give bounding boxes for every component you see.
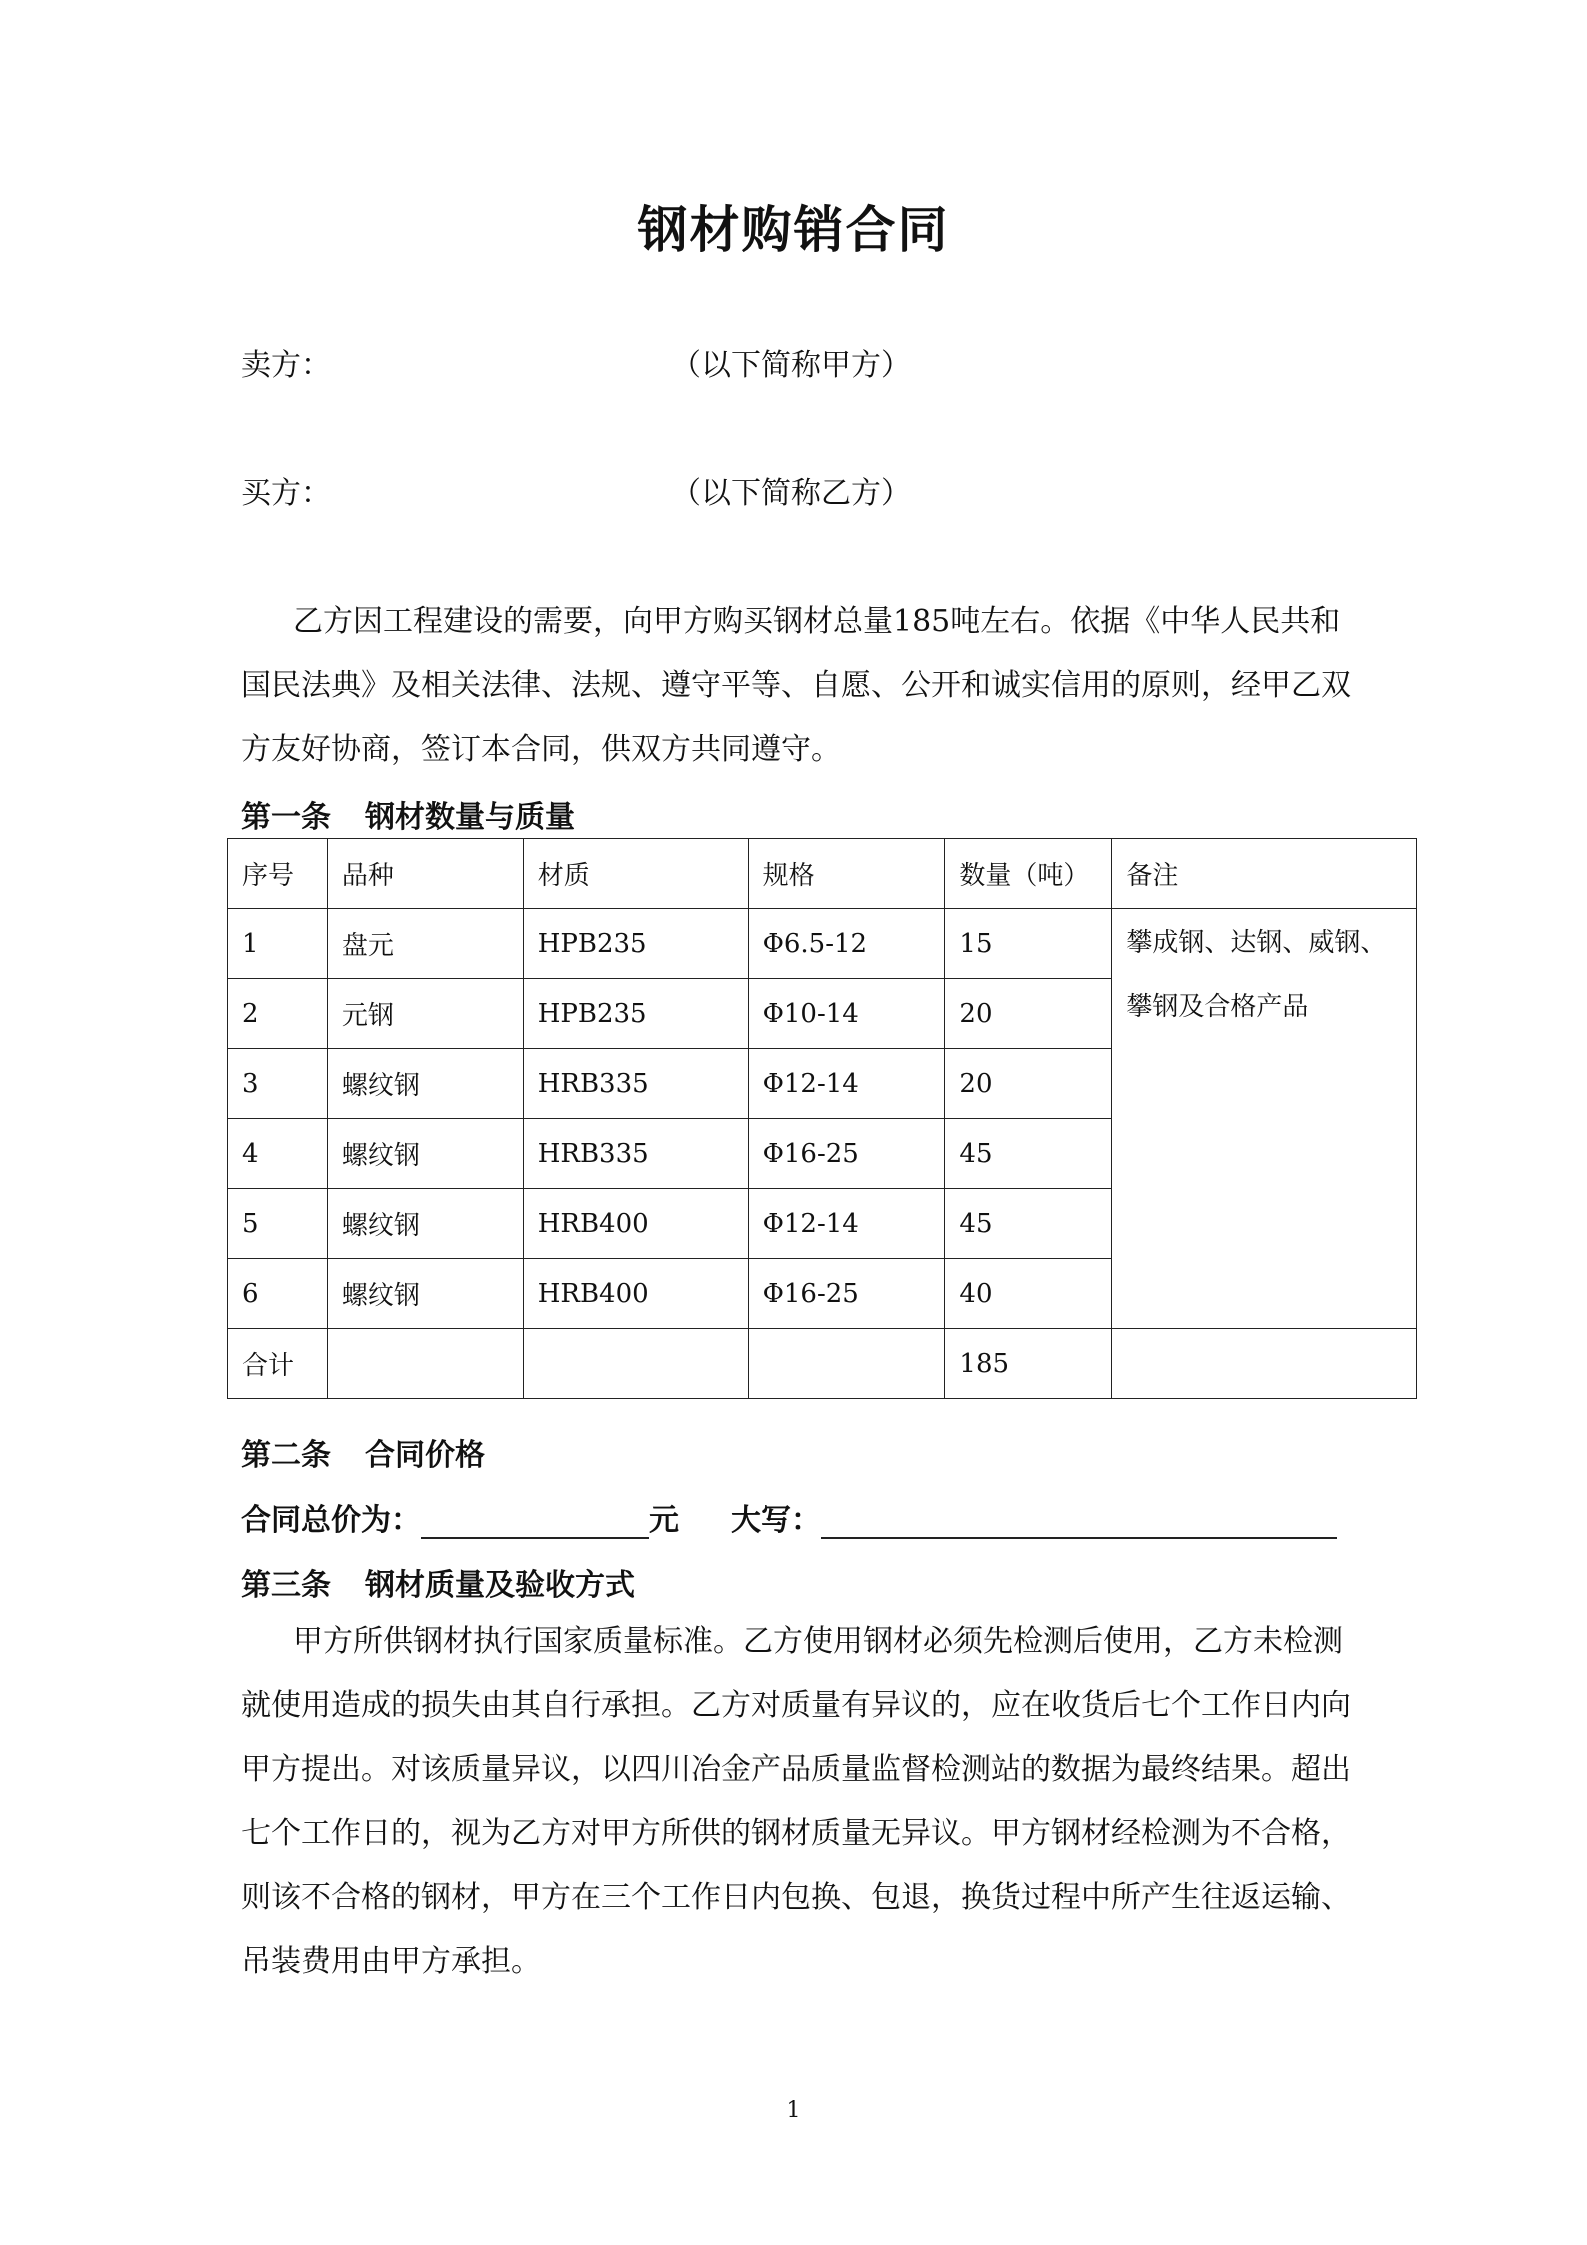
table-cell: 2 bbox=[228, 979, 328, 1049]
article-1-title: 钢材数量与质量 bbox=[365, 800, 575, 835]
daxie-label: 大写： bbox=[731, 1503, 821, 1538]
seller-label: 卖方： bbox=[241, 348, 331, 383]
table-cell: 4 bbox=[228, 1119, 328, 1189]
table-cell: Φ12-14 bbox=[748, 1189, 945, 1259]
seller-note: （以下简称甲方） bbox=[671, 348, 911, 383]
table-cell: 螺纹钢 bbox=[327, 1189, 523, 1259]
table-row bbox=[228, 909, 1417, 979]
article-3-title: 钢材质量及验收方式 bbox=[365, 1568, 635, 1603]
table-cell: Φ10-14 bbox=[748, 979, 945, 1049]
header-cell: 材质 bbox=[523, 839, 748, 909]
table-cell bbox=[327, 1329, 523, 1399]
table-cell: 螺纹钢 bbox=[327, 1119, 523, 1189]
total-value-cell: 185 bbox=[945, 1329, 1112, 1399]
header-cell: 品种 bbox=[327, 839, 523, 909]
article-3-heading bbox=[241, 1560, 635, 1604]
table-cell: 盘元 bbox=[327, 909, 523, 979]
article-1-number: 第一条 bbox=[241, 800, 331, 835]
table-cell: Φ16-25 bbox=[748, 1259, 945, 1329]
table-cell: Φ16-25 bbox=[748, 1119, 945, 1189]
article-2-title: 合同价格 bbox=[365, 1438, 485, 1473]
table-header-row bbox=[228, 839, 1417, 909]
daxie-blank[interactable] bbox=[821, 1505, 1337, 1539]
table-cell: 20 bbox=[945, 979, 1112, 1049]
table-cell: 元钢 bbox=[327, 979, 523, 1049]
table-total-row bbox=[228, 1329, 1417, 1399]
table-cell bbox=[1112, 1329, 1417, 1399]
buyer-line bbox=[241, 468, 911, 512]
header-cell: 数量（吨） bbox=[945, 839, 1112, 909]
article-2-number: 第二条 bbox=[241, 1438, 331, 1473]
table-cell: HRB335 bbox=[523, 1119, 748, 1189]
seller-line bbox=[241, 340, 911, 384]
table-cell: 15 bbox=[945, 909, 1112, 979]
buyer-label: 买方： bbox=[241, 476, 331, 511]
header-cell: 备注 bbox=[1112, 839, 1417, 909]
table-cell: HPB235 bbox=[523, 909, 748, 979]
table-cell: HPB235 bbox=[523, 979, 748, 1049]
article-2-heading bbox=[241, 1430, 485, 1474]
table-cell bbox=[748, 1329, 945, 1399]
total-price-label: 合同总价为： bbox=[241, 1503, 421, 1538]
table-cell: Φ6.5-12 bbox=[748, 909, 945, 979]
quality-paragraph: 甲方所供钢材执行国家质量标准。乙方使用钢材必须先检测后使用，乙方未检测就使用造成的损失由其自行承担。乙方对质量有异议的，应在收货后七个工作日内向甲方提出。对该质量异议，以四川冶金产品质量监督检测站的数据为最终结果。超出七个工作日的，视为乙方对甲方所供的钢材质量无异议。甲方钢材经检测为不合格，则该不合格的钢材，甲方在三个工作日内包换、包退，换货过程中所产生往返运输、吊装费用由甲方承担。 bbox=[241, 1624, 1351, 1979]
remark-cell: 攀成钢、达钢、威钢、攀钢及合格产品 bbox=[1112, 909, 1417, 1329]
table-cell: 40 bbox=[945, 1259, 1112, 1329]
intro-paragraph: 乙方因工程建设的需要，向甲方购买钢材总量185吨左右。依据《中华人民共和国民法典》及相关法律、法规、遵守平等、自愿、公开和诚实信用的原则，经甲乙双方友好协商，签订本合同，供双方共同遵守。 bbox=[241, 604, 1351, 767]
table-cell: HRB400 bbox=[523, 1259, 748, 1329]
total-label-cell: 合计 bbox=[228, 1329, 328, 1399]
steel-table bbox=[227, 838, 1417, 1399]
total-price-blank[interactable] bbox=[421, 1505, 649, 1539]
article-1-heading bbox=[241, 792, 575, 836]
price-unit: 元 bbox=[649, 1503, 679, 1538]
table-cell: 螺纹钢 bbox=[327, 1049, 523, 1119]
header-cell: 规格 bbox=[748, 839, 945, 909]
table-cell: HRB335 bbox=[523, 1049, 748, 1119]
table-cell: 5 bbox=[228, 1189, 328, 1259]
table-cell bbox=[523, 1329, 748, 1399]
table-cell: 20 bbox=[945, 1049, 1112, 1119]
table-cell: 45 bbox=[945, 1119, 1112, 1189]
article-3-number: 第三条 bbox=[241, 1568, 331, 1603]
table-cell: 1 bbox=[228, 909, 328, 979]
table-cell: Φ12-14 bbox=[748, 1049, 945, 1119]
header-cell: 序号 bbox=[228, 839, 328, 909]
buyer-note: （以下简称乙方） bbox=[671, 476, 911, 511]
price-line bbox=[241, 1495, 1337, 1539]
table-cell: 6 bbox=[228, 1259, 328, 1329]
page-number: 1 bbox=[786, 2098, 801, 2123]
table-cell: 3 bbox=[228, 1049, 328, 1119]
table-cell: 螺纹钢 bbox=[327, 1259, 523, 1329]
table-cell: HRB400 bbox=[523, 1189, 748, 1259]
document-title: 钢材购销合同 bbox=[637, 201, 950, 259]
table-cell: 45 bbox=[945, 1189, 1112, 1259]
